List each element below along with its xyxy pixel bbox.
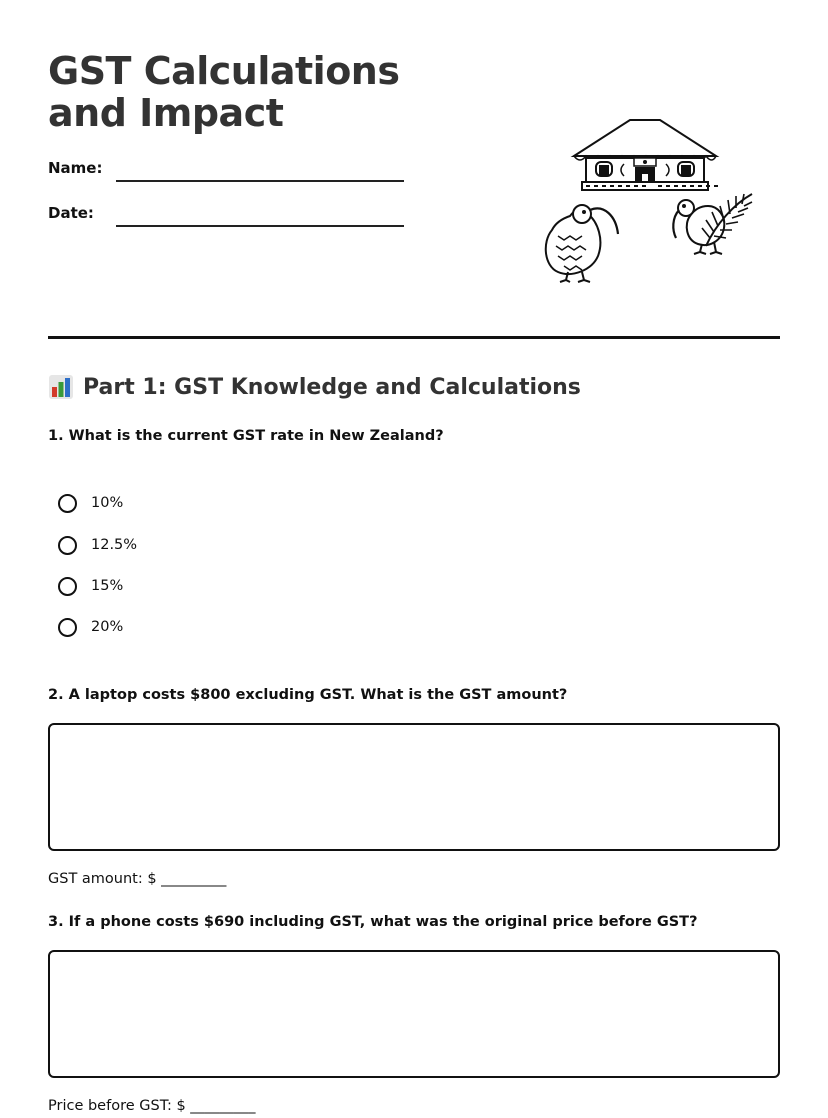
section-divider — [48, 336, 780, 339]
date-field-line[interactable] — [116, 225, 404, 227]
q1-option-2[interactable] — [58, 533, 137, 557]
q1-option-1[interactable] — [58, 491, 123, 515]
radio-button[interactable] — [58, 618, 77, 637]
name-field-line[interactable] — [116, 180, 404, 182]
bar-chart-icon — [48, 374, 74, 400]
section-1-title — [48, 374, 581, 400]
q1-option-2-label: 12.5% — [91, 537, 138, 553]
wharenui-icon — [574, 120, 718, 190]
question-3: 3. If a phone costs $690 including GST, what was the original price before GST? — [48, 914, 698, 930]
q1-option-3-label: 15% — [91, 578, 124, 594]
page-title: GST Calculations and Impact — [48, 49, 400, 135]
header-illustration — [538, 112, 760, 284]
question-2: 2. A laptop costs $800 excluding GST. What is the GST amount? — [48, 687, 568, 703]
radio-button[interactable] — [58, 577, 77, 596]
q2-working-area[interactable] — [48, 723, 780, 851]
kiwi-with-fern-icon — [673, 194, 752, 254]
q1-option-4-label: 20% — [91, 619, 124, 635]
radio-button[interactable] — [58, 494, 77, 513]
section-1-title-text: Part 1: GST Knowledge and Calculations — [83, 374, 581, 400]
q1-option-1-label: 10% — [91, 495, 124, 511]
question-1: 1. What is the current GST rate in New Zealand? — [48, 428, 444, 444]
q1-option-4[interactable] — [58, 615, 123, 639]
radio-button[interactable] — [58, 536, 77, 555]
name-label: Name: — [48, 159, 103, 177]
date-label: Date: — [48, 204, 94, 222]
q1-option-3[interactable] — [58, 574, 123, 598]
q3-answer-line: Price before GST: $ _________ — [48, 1098, 256, 1114]
q3-working-area[interactable] — [48, 950, 780, 1078]
q2-answer-line: GST amount: $ _________ — [48, 871, 227, 887]
kiwi-bird-icon — [546, 205, 618, 282]
